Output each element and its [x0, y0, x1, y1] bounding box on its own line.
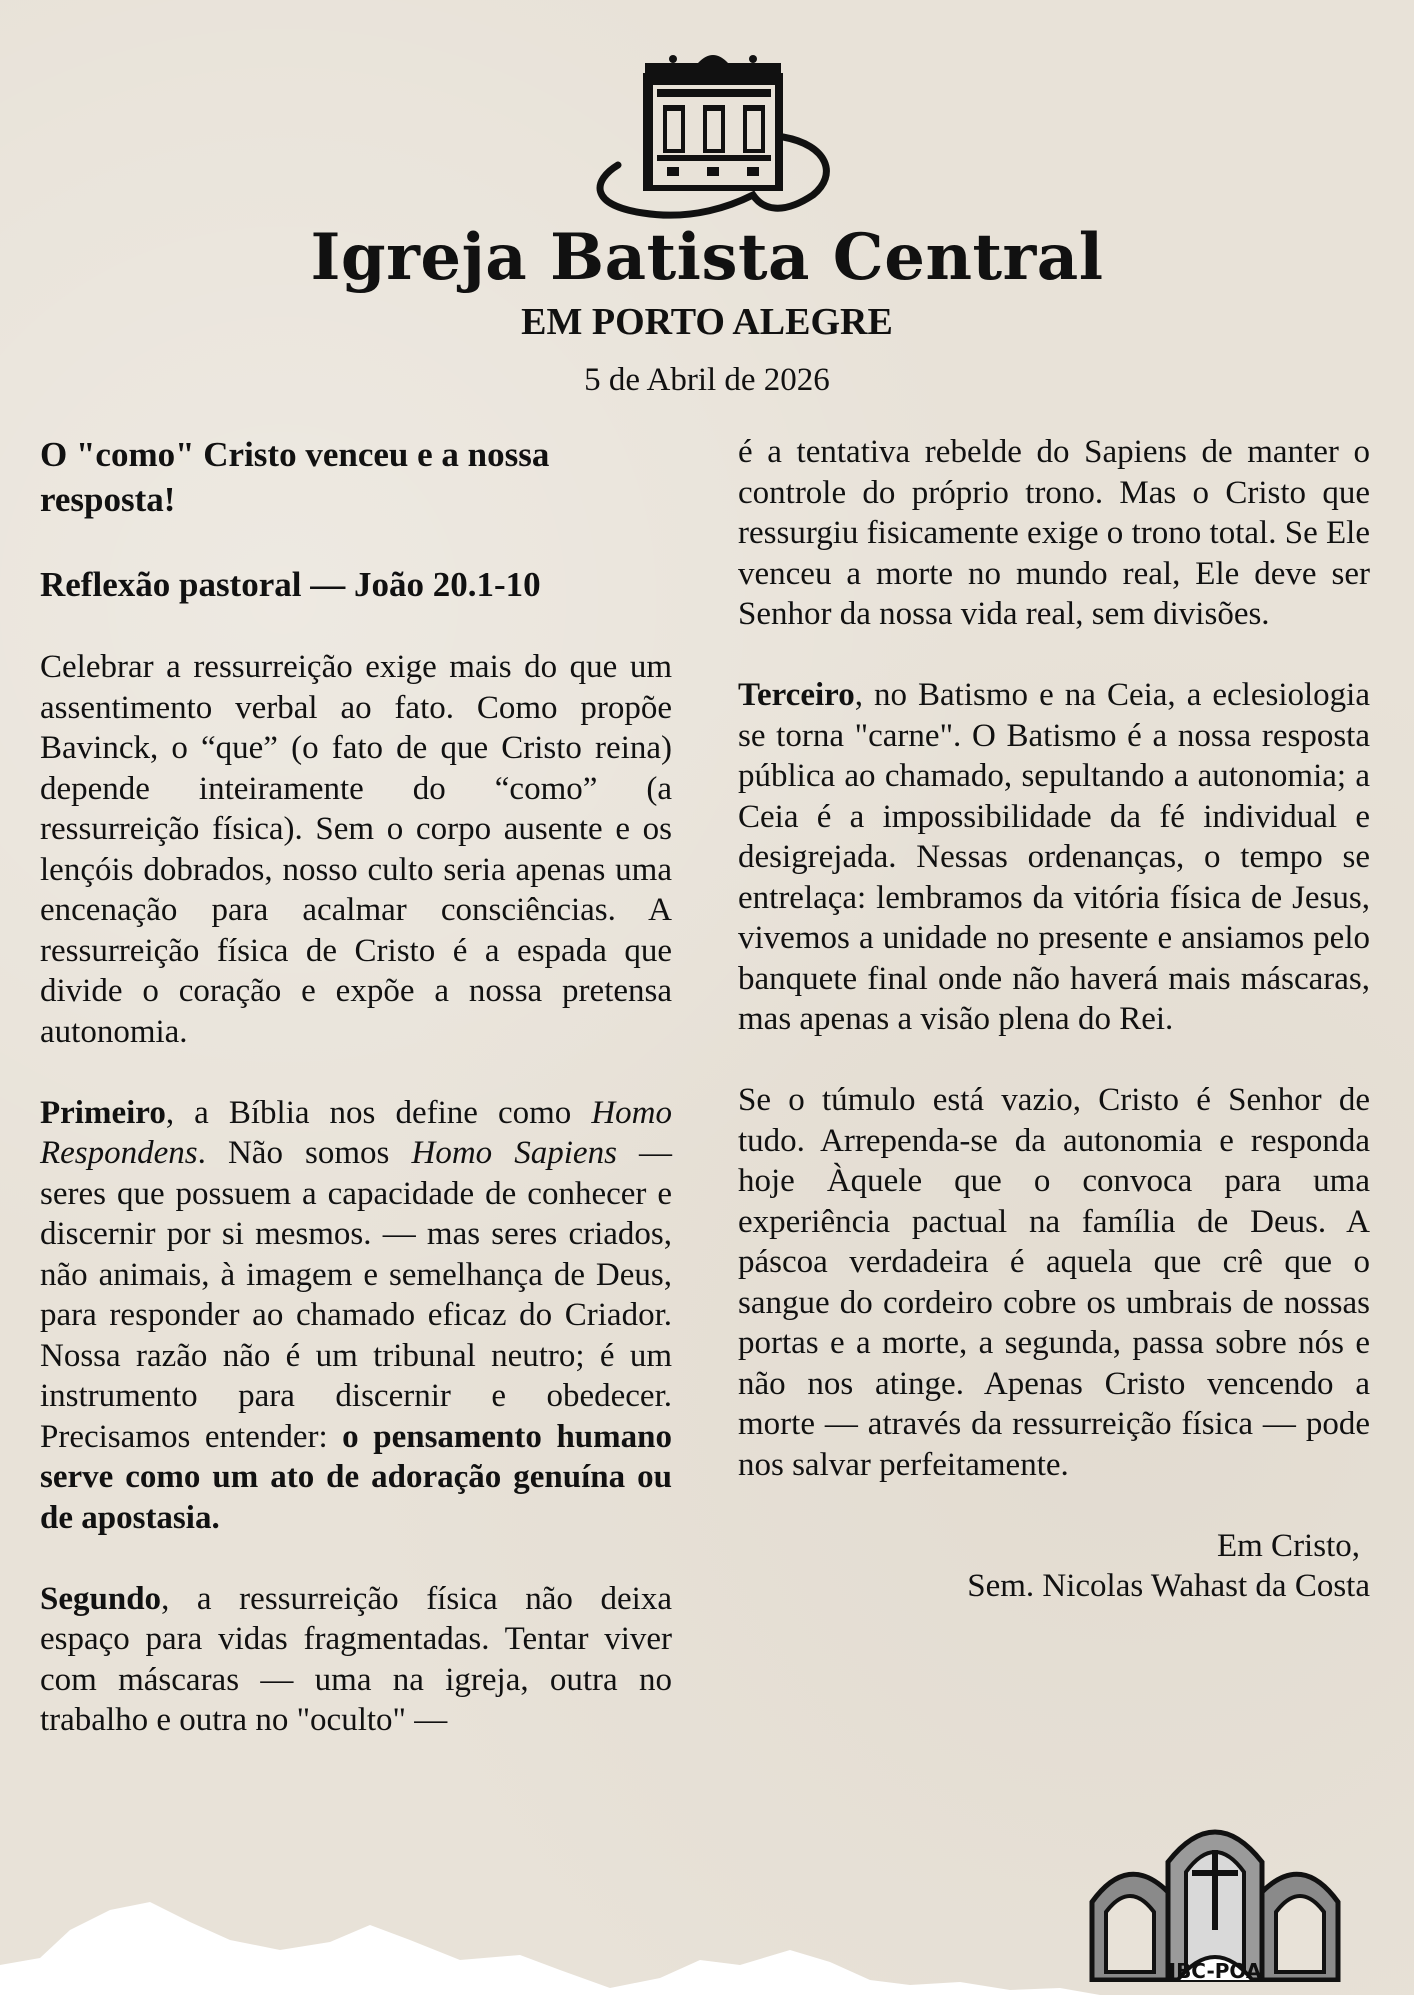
church-name: Igreja Batista Central — [310, 220, 1104, 295]
article-kicker: Reflexão pastoral — João 20.1-10 — [40, 564, 541, 604]
second-lead: Segundo — [40, 1580, 162, 1617]
article-column-right — [738, 432, 1370, 1647]
article-headline: O "como" Cristo venceu e a nossa resposta! — [40, 435, 550, 519]
second-text-right: é a tentativa rebelde do Sapiens de manter o controle do próprio trono. Mas o Cristo que ressurgiu fisicamente exige o trono total. Se Ele venceu a morte no mundo real, Ele deve ser Senhor da nossa vida real, sem divisões. — [738, 434, 1370, 632]
homo-respondens: Homo Respondens — [40, 1094, 672, 1171]
first-text-3: — seres que possuem a capacidade de conhecer e discernir por si mesmos. — mas seres criados, não animais, à imagem e semelhança de Deus, para responder ao chamado eficaz do Criador. Nossa razão não é um tribunal neutro; é um instrumento para discernir e obedecer. Precisamos entender: — [40, 1135, 673, 1455]
first-text-1: , a Bíblia nos define como — [165, 1094, 592, 1131]
homo-sapiens: Homo Sapiens — [411, 1135, 617, 1171]
ibc-poa-stained-glass-logo — [1088, 1812, 1342, 1982]
first-bold-end: o pensamento humano serve como um ato de adoração genuína ou de apostasia. — [40, 1418, 672, 1536]
second-paragraph — [40, 1579, 672, 1741]
signature — [738, 1526, 1370, 1607]
signoff: Em Cristo, — [1216, 1527, 1360, 1564]
first-lead: Primeiro — [40, 1094, 166, 1131]
second-text-left: , a ressurreição física não deixa espaço para vidas fragmentadas. Tentar viver com máscaras — uma na igreja, outra no trabalho e outra no "oculto" — — [40, 1580, 672, 1738]
second-paragraph-continued — [738, 432, 1370, 635]
intro-paragraph: Celebrar a ressurreição exige mais do que um assentimento verbal ao fato. Como propõe Bavinck, o “que” (o fato de que Cristo reina) depende inteiramente do “como” (a ressurreição física). Sem o corpo ausente e os lençóis dobrados, nosso culto seria apenas uma encenação para acalmar consciências. A ressurreição física de Cristo é a espada que divide o coração e expõe a nossa pretensa autonomia. — [40, 649, 672, 1050]
first-text-2: . Não somos — [197, 1135, 412, 1171]
first-paragraph — [40, 1093, 672, 1539]
author-name: Sem. Nicolas Wahast da Costa — [967, 1568, 1370, 1604]
third-lead: Terceiro — [738, 677, 855, 713]
church-building-heart-logo — [583, 45, 843, 225]
footer-logo-text: IBC-POA — [1168, 1959, 1262, 1982]
article-column-left — [40, 432, 672, 1741]
third-text: , no Batismo e na Ceia, a eclesiologia se torna "carne". O Batismo é a nossa resposta pública ao chamado, sepultando a autonomia; a Ceia é a impossibilidade da fé individual e desigrejada. Nessas ordenanças, o tempo se entrelaça: lembramos da vitória física de Jesus, vivemos a unidade no presente e ansiamos pelo banquete final onde não haverá mais máscaras, mas apenas a visão plena do Rei. — [738, 677, 1370, 1037]
bulletin-date: 5 de Abril de 2026 — [584, 362, 830, 398]
closing-paragraph: Se o túmulo está vazio, Cristo é Senhor de tudo. Arrependa-se da autonomia e responda hoje Àquele que o convoca para uma experiência pactual na família de Deus. A páscoa verdadeira é aquela que crê que o sangue do cordeiro cobre os umbrais de nossas portas e a morte, a segunda, passa sobre nós e não nos atinge. Apenas Cristo vencendo a morte — através da ressurreição física — pode nos salvar perfeitamente. — [738, 1082, 1370, 1483]
church-location: EM PORTO ALEGRE — [521, 301, 893, 343]
third-paragraph — [738, 675, 1370, 1040]
